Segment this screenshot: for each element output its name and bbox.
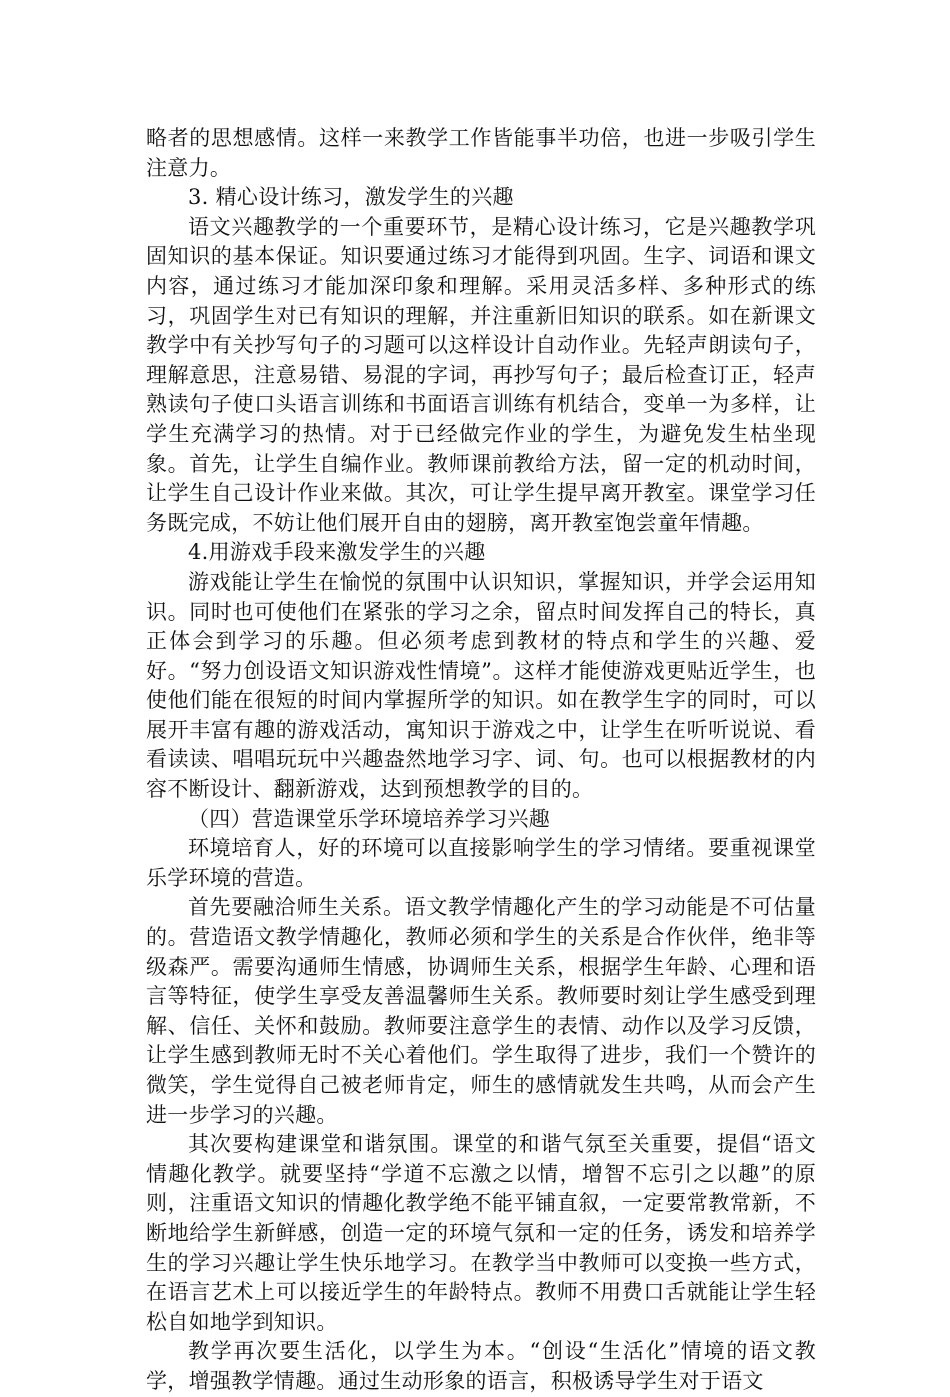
paragraph-games: 游戏能让学生在愉悦的氛围中认识知识，掌握知识，并学会运用知识。同时也可使他们在紧张的学习之余，留点时间发挥自己的特长，真正体会到学习的乐趣。但必须考虑到教材的特点和学生的兴趣、爱好。“努力创设语文知识游戏性情境”。这样才能使游戏更贴近学生，也使他们能在很短的时间内掌握所学的知识。如在教学生字的同时，可以展开丰富有趣的游戏活动，寓知识于游戏之中，让学生在听听说说、看看读读、唱唱玩玩中兴趣盎然地学习字、词、句。也可以根据教材的内容不断设计、翻新游戏，达到预想教学的目的。 [146,569,816,802]
section-heading-4: 4.用游戏手段来激发学生的兴趣 [188,540,486,565]
section-heading-four: （四）营造课堂乐学环境培养学习兴趣 [188,806,551,831]
paragraph-continuation: 略者的思想感情。这样一来教学工作皆能事半功倍，也进一步吸引学生注意力。 [146,126,816,180]
document-body [146,124,816,1397]
paragraph-practice-design: 语文兴趣教学的一个重要环节，是精心设计练习，它是兴趣教学巩固知识的基本保证。知识要通过练习才能得到巩固。生字、词语和课文内容，通过练习才能加深印象和理解。采用灵活多样、多种形式的练习，巩固学生对已有知识的理解，并注重新旧知识的联系。如在新课文教学中有关抄写句子的习题可以这样设计自动作业。先轻声朗读句子，理解意思，注意易错、易混的字词，再抄写句子；最后检查订正，轻声熟读句子使口头语言训练和书面语言训练有机结合，变单一为多样，让学生充满学习的热情。对于已经做完作业的学生，为避免发生枯坐现象。首先，让学生自编作业。教师课前教给方法，留一定的机动时间，让学生自己设计作业来做。其次，可让学生提早离开教室。课堂学习任务既完成，不妨让他们展开自由的翅膀，离开教室饱尝童年情趣。 [146,214,816,535]
paragraph-teacher-student-relation: 首先要融洽师生关系。语文教学情趣化产生的学习动能是不可估量的。营造语文教学情趣化，教师必须和学生的关系是合作伙伴，绝非等级森严。需要沟通师生情感，协调师生关系，根据学生年龄、心理和语言等特征，使学生享受友善温馨师生关系。教师要时刻让学生感受到理解、信任、关怀和鼓励。教师要注意学生的表情、动作以及学习反馈，让学生感到教师无时不关心着他们。学生取得了进步，我们一个赞许的微笑，学生觉得自己被老师肯定，师生的感情就发生共鸣，从而会产生进一步学习的兴趣。 [146,895,816,1127]
paragraph-environment: 环境培育人，好的环境可以直接影响学生的学习情绪。要重视课堂乐学环境的营造。 [146,836,816,890]
paragraph-classroom-atmosphere: 其次要构建课堂和谐氛围。课堂的和谐气氛至关重要，提倡“语文情趣化教学。就要坚持“学道不忘激之以情，增智不忘引之以趣”的原则，注重语文知识的情趣化教学绝不能平铺直叙，一定要常教常新，不断地给学生新鲜感，创造一定的环境气氛和一定的任务，诱发和培养学生的学习兴趣让学生快乐地学习。在教学当中教师可以变换一些方式，在语言艺术上可以接近学生的年龄特点。教师不用费口舌就能让学生轻松自如地学到知识。 [146,1132,816,1334]
paragraph-life-oriented: 教学再次要生活化，以学生为本。“创设“生活化”情境的语文教学，增强教学情趣。通过生动形象的语言，积极诱导学生对于语文 [146,1339,816,1393]
section-heading-3: 3. 精心设计练习，激发学生的兴趣 [188,185,514,210]
